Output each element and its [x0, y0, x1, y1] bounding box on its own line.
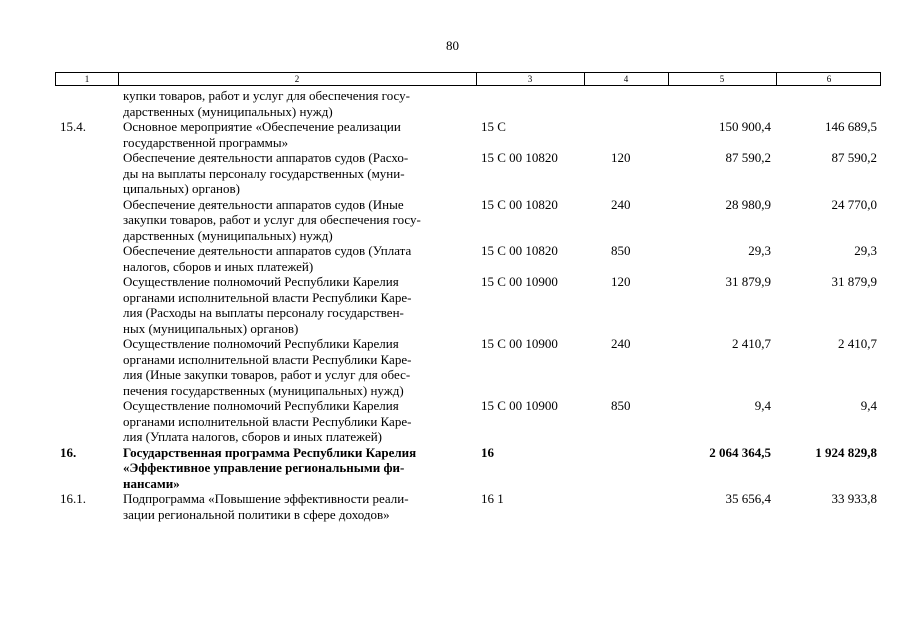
- row-name-line: Осуществление полномочий Республики Карелия: [123, 274, 399, 289]
- table-header: [55, 72, 881, 86]
- column-header-1: 1: [84, 74, 90, 84]
- row-name-line: купки товаров, работ и услуг для обеспечения госу-: [123, 88, 410, 103]
- row-code: 15 С 00 10820: [481, 196, 558, 212]
- row-value-col6: 146 689,5: [825, 119, 877, 134]
- row-name: [123, 197, 473, 244]
- row-name-line: лия (Уплата налогов, сборов и иных платежей): [123, 429, 383, 444]
- row-name: [123, 336, 473, 398]
- row-number: 16.1.: [60, 491, 86, 506]
- row-name-line: органами исполнительной власти Республики Каре-: [123, 413, 412, 429]
- row-value-col6: 87 590,2: [831, 150, 877, 165]
- row-expense-type: 240: [611, 196, 631, 212]
- row-name-line: Обеспечение деятельности аппаратов судов (Уплата: [123, 243, 412, 258]
- row-name: [123, 398, 473, 445]
- row-name-line: закупки товаров, работ и услуг для обеспечения госу-: [123, 212, 421, 227]
- row-number: 15.4.: [60, 119, 86, 134]
- row-value-col6: 9,4: [860, 398, 877, 413]
- row-value-col6: 33 933,8: [831, 491, 877, 506]
- row-name-line: зации региональной политики в сфере доходов»: [123, 506, 390, 522]
- row-code: 15 С 00 10900: [481, 274, 558, 289]
- row-value-col5: 29,3: [748, 243, 771, 258]
- row-name-line: налогов, сборов и иных платежей): [123, 258, 314, 274]
- page-number: 80: [446, 38, 459, 53]
- row-name-line: дарственных (муниципальных) нужд): [123, 227, 333, 243]
- row-code: 15 С 00 10820: [481, 243, 558, 258]
- row-value-col5: 9,4: [754, 398, 771, 413]
- row-code: 15 С: [481, 119, 506, 134]
- row-name-line: Основное мероприятие «Обеспечение реализации: [123, 119, 401, 134]
- row-expense-type: 850: [611, 398, 631, 413]
- column-header-4: 4: [623, 74, 629, 84]
- row-name: [123, 243, 473, 274]
- row-name-line: Осуществление полномочий Республики Карелия: [123, 336, 399, 351]
- row-code: 15 С 00 10820: [481, 150, 558, 165]
- row-value-col5: 2 410,7: [732, 336, 771, 351]
- column-header-5: 5: [719, 74, 725, 84]
- row-expense-type: 850: [611, 243, 631, 258]
- row-value-col6: 31 879,9: [831, 274, 877, 289]
- row-value-col5: 35 656,4: [725, 491, 771, 506]
- row-name-line: органами исполнительной власти Республики Каре-: [123, 351, 412, 367]
- row-value-col5: 150 900,4: [719, 119, 771, 134]
- row-value-col6: 24 770,0: [831, 196, 877, 212]
- row-expense-type: 240: [611, 336, 631, 351]
- row-name: [123, 491, 473, 522]
- row-name-line: Государственная программа Республики Карелия: [123, 444, 417, 460]
- row-value-col5: 28 980,9: [725, 196, 771, 212]
- row-name-line: органами исполнительной власти Республики Каре-: [123, 289, 412, 305]
- row-name-line: лия (Расходы на выплаты персоналу государствен-: [123, 305, 404, 320]
- row-expense-type: 120: [611, 150, 631, 165]
- row-code: 16 1: [481, 491, 504, 506]
- row-value-col5: 87 590,2: [725, 150, 771, 165]
- row-value-col6: 1 924 829,8: [815, 444, 877, 460]
- row-name-line: Осуществление полномочий Республики Карелия: [123, 398, 399, 413]
- row-name-line: ды на выплаты персоналу государственных (муни-: [123, 165, 405, 181]
- row-code: 15 С 00 10900: [481, 398, 558, 413]
- row-name-line: Подпрограмма «Повышение эффективности реали-: [123, 491, 409, 506]
- row-number: 16.: [60, 444, 77, 460]
- row-expense-type: 120: [611, 274, 631, 289]
- column-header-3: 3: [527, 74, 533, 84]
- row-value-col5: 2 064 364,5: [709, 444, 771, 460]
- row-name-line: лия (Иные закупки товаров, работ и услуг для обес-: [123, 367, 411, 382]
- row-name-line: Обеспечение деятельности аппаратов судов (Иные: [123, 196, 404, 212]
- row-name: [123, 88, 473, 119]
- row-name: [123, 150, 473, 197]
- column-header-2: 2: [294, 74, 300, 84]
- row-code: 15 С 00 10900: [481, 336, 558, 351]
- row-name: [123, 119, 473, 150]
- column-header-6: 6: [826, 74, 832, 84]
- row-name-line: дарственных (муниципальных) нужд): [123, 103, 333, 119]
- row-name-line: Обеспечение деятельности аппаратов судов (Расхо-: [123, 150, 409, 165]
- row-name-line: ципальных) органов): [123, 181, 240, 196]
- row-name-line: «Эффективное управление региональными фи-: [123, 460, 405, 475]
- row-name: [123, 274, 473, 336]
- row-name-line: печения государственных (муниципальных) нужд): [123, 382, 404, 398]
- row-value-col6: 2 410,7: [838, 336, 877, 351]
- row-name-line: государственной программы»: [123, 134, 289, 150]
- row-name-line: нансами»: [123, 475, 180, 491]
- row-name: [123, 445, 473, 492]
- row-name-line: ных (муниципальных) органов): [123, 320, 299, 336]
- row-value-col5: 31 879,9: [725, 274, 771, 289]
- row-code: 16: [481, 444, 494, 460]
- row-value-col6: 29,3: [854, 243, 877, 258]
